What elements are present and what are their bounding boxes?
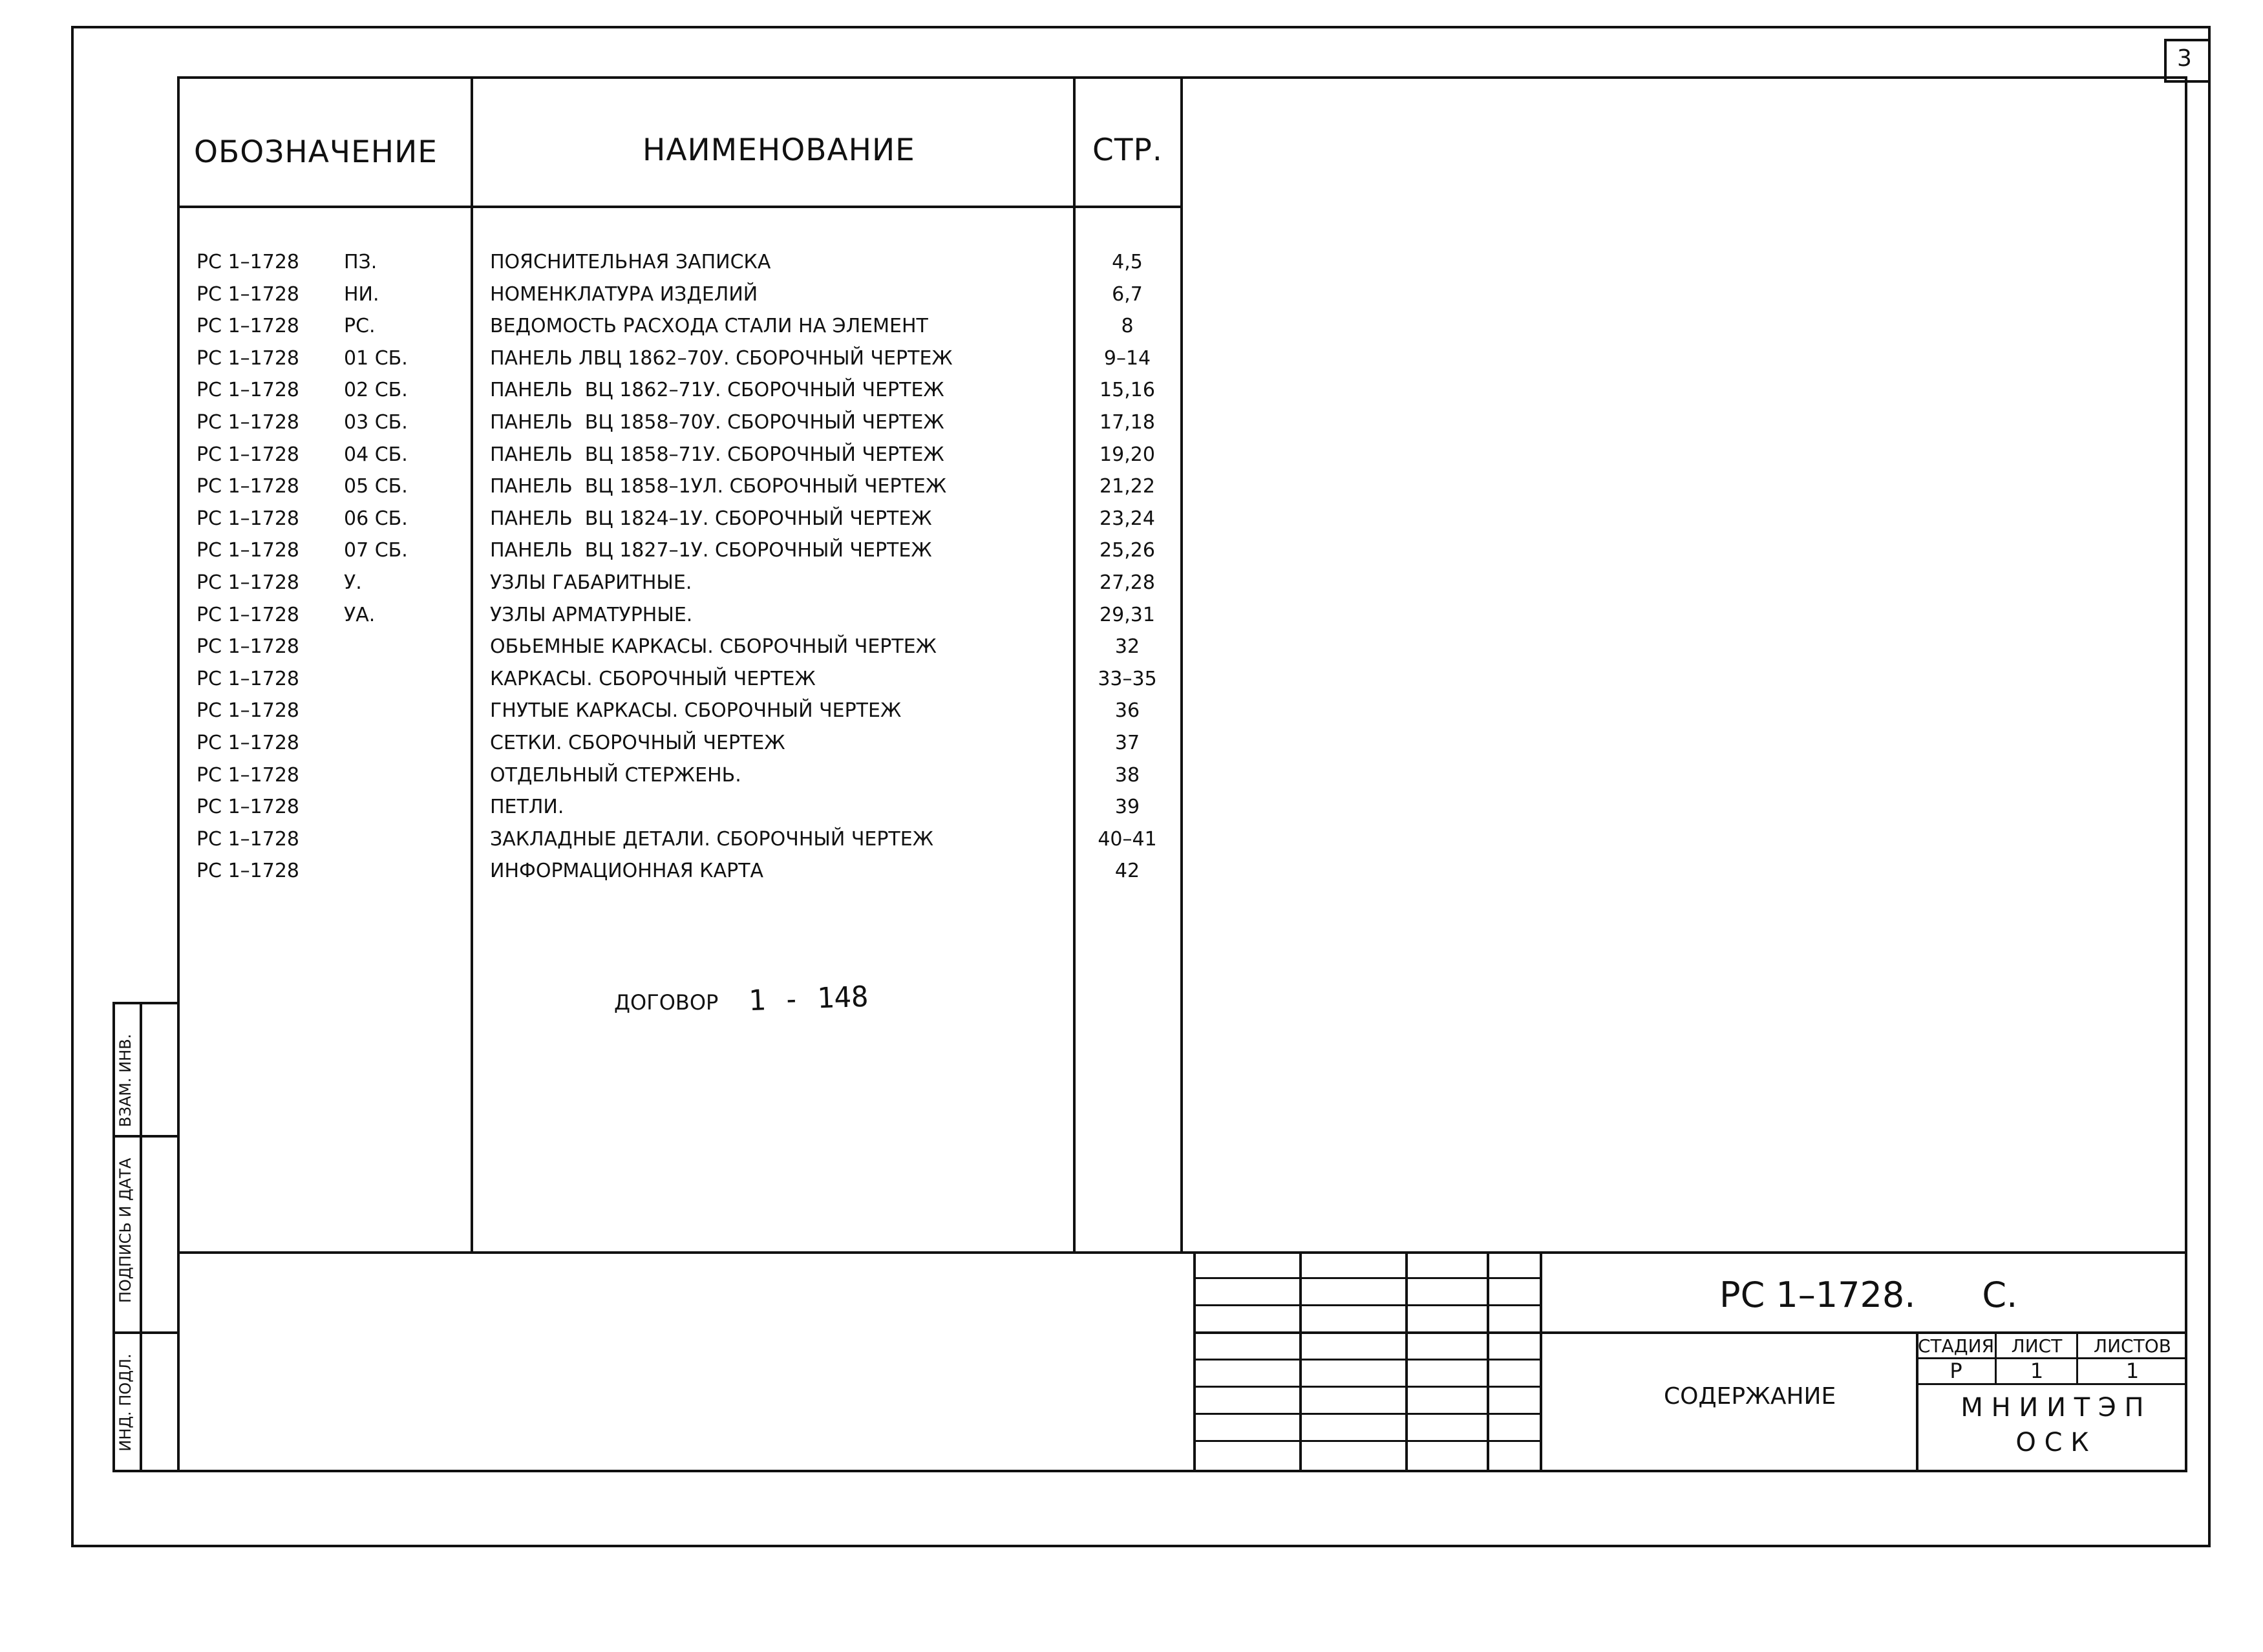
row-page: 42 (1114, 860, 1140, 883)
row-code: 06 СБ. (344, 507, 408, 530)
row-page: 4,5 (1112, 251, 1143, 273)
row-code: У. (344, 571, 362, 594)
row-code: РС. (344, 315, 376, 338)
header-designation: ОБОЗНАЧЕНИЕ (194, 134, 438, 170)
sign-grid-h6 (1193, 1413, 1540, 1415)
row-name: ВЕДОМОСТЬ РАСХОДА СТАЛИ НА ЭЛЕМЕНТ (490, 315, 928, 338)
side-inv-repl: ВЗАМ. ИНВ. (116, 1033, 134, 1127)
side-stamp-line-2 (112, 1331, 180, 1334)
sheet-number: 3 (2177, 45, 2192, 72)
row-page: 8 (1121, 315, 1134, 338)
row-name: ОБЬЕМНЫЕ КАРКАСЫ. СБОРОЧНЫЙ ЧЕРТЕЖ (490, 635, 937, 659)
sign-grid-h5 (1193, 1386, 1540, 1388)
row-code: 07 СБ. (344, 539, 408, 562)
row-name: ПОЯСНИТЕЛЬНАЯ ЗАПИСКА (490, 251, 771, 273)
row-name: ПАНЕЛЬ ВЦ 1827–1У. СБОРОЧНЫЙ ЧЕРТЕЖ (490, 539, 932, 562)
row-designation: РС 1–1728 (197, 539, 300, 562)
row-name: УЗЛЫ ГАБАРИТНЫЕ. (490, 571, 692, 594)
sign-grid-v3 (1405, 1251, 1408, 1472)
title-block-top-line (177, 1251, 2187, 1254)
row-name: ПАНЕЛЬ ЛВЦ 1862–70У. СБОРОЧНЫЙ ЧЕРТЕЖ (490, 346, 953, 370)
row-designation: РС 1–1728 (197, 379, 300, 402)
table-col-divider-3 (1180, 76, 1183, 1254)
row-page: 19,20 (1100, 443, 1155, 466)
row-page: 25,26 (1100, 539, 1155, 562)
row-designation: РС 1–1728 (197, 571, 300, 594)
row-designation: РС 1–1728 (197, 346, 300, 370)
stage-value: Р (1950, 1359, 1962, 1383)
row-name: ЗАКЛАДНЫЕ ДЕТАЛИ. СБОРОЧНЫЙ ЧЕРТЕЖ (490, 827, 934, 851)
row-designation: РС 1–1728 (197, 732, 300, 754)
sheet-label: ЛИСТ (2011, 1335, 2063, 1357)
sign-grid-h2 (1193, 1304, 1540, 1306)
sign-grid-h4 (1193, 1359, 1540, 1361)
table-col-divider-1 (471, 76, 473, 1254)
table-header-line (177, 206, 1183, 208)
row-designation: РС 1–1728 (197, 763, 300, 787)
row-designation: РС 1–1728 (197, 827, 300, 851)
row-designation: РС 1–1728 (197, 699, 300, 723)
row-name: ПАНЕЛЬ ВЦ 1858–1УЛ. СБОРОЧНЫЙ ЧЕРТЕЖ (490, 475, 947, 498)
sign-grid-h1 (1193, 1277, 1540, 1279)
row-name: ОТДЕЛЬНЫЙ СТЕРЖЕНЬ. (490, 763, 741, 787)
row-designation: РС 1–1728 (197, 635, 300, 659)
row-designation: РС 1–1728 (197, 443, 300, 466)
row-code: НИ. (344, 282, 379, 306)
row-code: УА. (344, 603, 376, 626)
row-page: 39 (1114, 796, 1140, 819)
header-name: НАИМЕНОВАНИЕ (643, 132, 915, 168)
row-designation: РС 1–1728 (197, 251, 300, 273)
header-page: СТР. (1092, 132, 1163, 168)
organization-line2: О С К (2015, 1428, 2089, 1457)
row-name: КАРКАСЫ. СБОРОЧНЫЙ ЧЕРТЕЖ (490, 667, 816, 690)
row-designation: РС 1–1728 (197, 860, 300, 883)
row-designation: РС 1–1728 (197, 411, 300, 434)
row-page: 40–41 (1098, 827, 1157, 851)
row-page: 6,7 (1112, 282, 1143, 306)
side-stamp-line-1 (112, 1135, 180, 1138)
sign-grid-v4 (1487, 1251, 1489, 1472)
row-name: ПАНЕЛЬ ВЦ 1858–71У. СБОРОЧНЫЙ ЧЕРТЕЖ (490, 443, 944, 466)
contract-number: 1 - 148 (748, 980, 869, 1018)
row-name: ГНУТЫЕ КАРКАСЫ. СБОРОЧНЫЙ ЧЕРТЕЖ (490, 699, 902, 723)
sign-grid-h7 (1193, 1440, 1540, 1442)
row-code: 03 СБ. (344, 411, 408, 434)
contract-label: ДОГОВОР (614, 990, 719, 1015)
row-page: 27,28 (1100, 571, 1155, 594)
row-page: 32 (1114, 635, 1140, 659)
row-page: 38 (1114, 763, 1140, 787)
sheets-value: 1 (2125, 1359, 2140, 1383)
row-name: СЕТКИ. СБОРОЧНЫЙ ЧЕРТЕЖ (490, 732, 785, 754)
row-page: 15,16 (1100, 379, 1155, 402)
side-sign-date: ПОДПИСЬ И ДАТА (116, 1158, 134, 1303)
sign-grid-v1 (1193, 1251, 1196, 1472)
sign-grid-v2 (1299, 1251, 1302, 1472)
row-code: ПЗ. (344, 251, 377, 273)
row-page: 17,18 (1100, 411, 1155, 434)
row-name: УЗЛЫ АРМАТУРНЫЕ. (490, 603, 693, 626)
document-title: СОДЕРЖАНИЕ (1664, 1383, 1836, 1410)
sign-grid-v5 (1540, 1251, 1542, 1472)
row-name: ПАНЕЛЬ ВЦ 1824–1У. СБОРОЧНЫЙ ЧЕРТЕЖ (490, 507, 932, 530)
row-designation: РС 1–1728 (197, 282, 300, 306)
row-name: ИНФОРМАЦИОННАЯ КАРТА (490, 860, 764, 883)
row-code: 05 СБ. (344, 475, 408, 498)
row-code: 02 СБ. (344, 379, 408, 402)
row-page: 36 (1114, 699, 1140, 723)
row-page: 9–14 (1103, 346, 1151, 370)
row-designation: РС 1–1728 (197, 603, 300, 626)
document-code: РС 1–1728. С. (1719, 1275, 2018, 1315)
sheet-value: 1 (2030, 1359, 2044, 1383)
row-code: 01 СБ. (344, 346, 408, 370)
side-inv-orig: ИНД. ПОДЛ. (116, 1353, 134, 1452)
row-page: 37 (1114, 732, 1140, 754)
row-page: 21,22 (1100, 475, 1155, 498)
row-designation: РС 1–1728 (197, 796, 300, 819)
row-name: ПЕТЛИ. (490, 796, 564, 819)
row-name: НОМЕНКЛАТУРА ИЗДЕЛИЙ (490, 282, 758, 306)
row-page: 23,24 (1100, 507, 1155, 530)
row-designation: РС 1–1728 (197, 475, 300, 498)
row-name: ПАНЕЛЬ ВЦ 1858–70У. СБОРОЧНЫЙ ЧЕРТЕЖ (490, 411, 944, 434)
side-stamp-divider (140, 1002, 142, 1472)
row-code: 04 СБ. (344, 443, 408, 466)
row-designation: РС 1–1728 (197, 507, 300, 530)
organization-line1: М Н И И Т Э П (1960, 1393, 2144, 1423)
row-designation: РС 1–1728 (197, 667, 300, 690)
sheets-label: ЛИСТОВ (2094, 1335, 2171, 1357)
row-designation: РС 1–1728 (197, 315, 300, 338)
stage-label: СТАДИЯ (1917, 1335, 1995, 1357)
row-page: 33–35 (1098, 667, 1157, 690)
row-name: ПАНЕЛЬ ВЦ 1862–71У. СБОРОЧНЫЙ ЧЕРТЕЖ (490, 379, 944, 402)
row-page: 29,31 (1100, 603, 1155, 626)
